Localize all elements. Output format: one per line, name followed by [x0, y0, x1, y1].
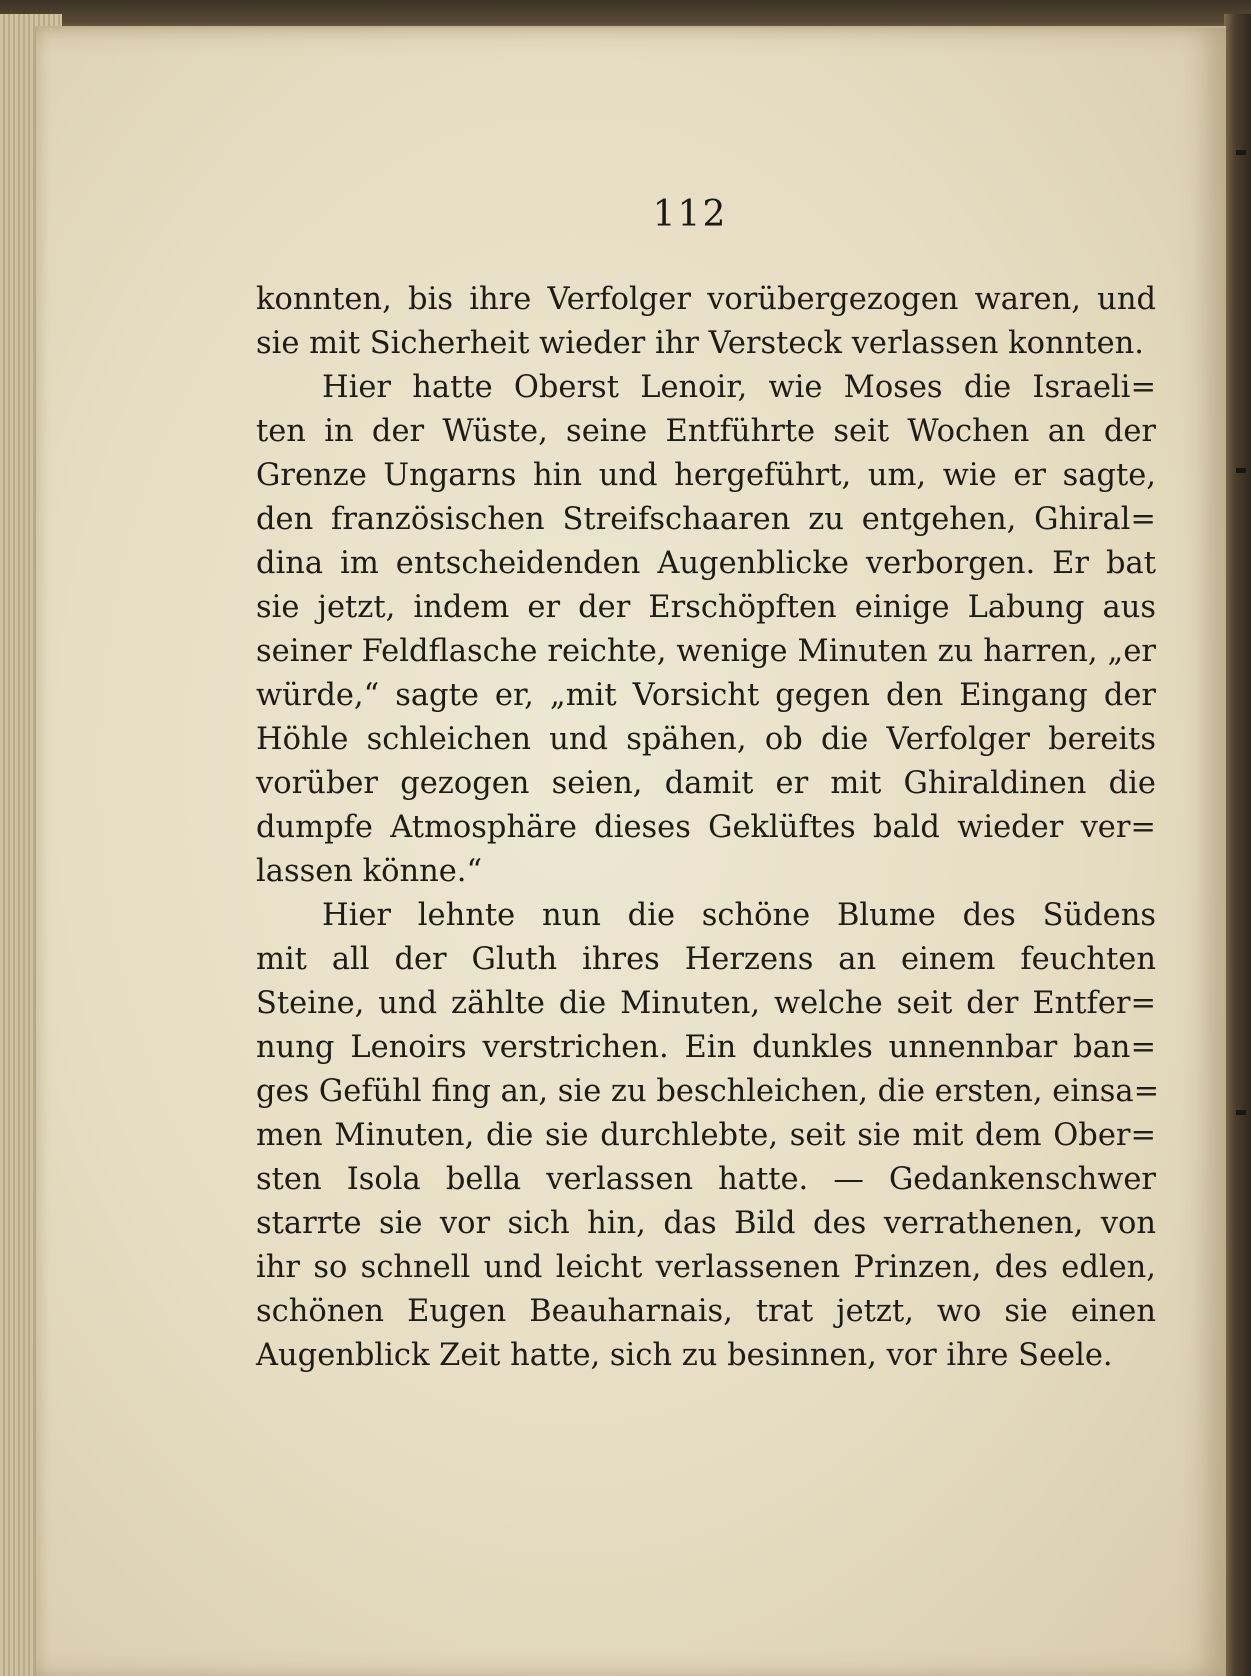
text-line: seiner Feldflasche reichte, wenige Minuten zu harren, „er [256, 634, 1156, 669]
text-line: Hier hatte Oberst Lenoir, wie Moses die Israeli= [322, 370, 1156, 405]
text-line: Steine, und zählte die Minuten, welche seit der Entfer= [256, 986, 1156, 1021]
text-line: Grenze Ungarns hin und hergeführt, um, wie er sagte, [256, 458, 1156, 493]
text-line: schönen Eugen Beauharnais, trat jetzt, wo sie einen [256, 1294, 1156, 1329]
text-line: ten in der Wüste, seine Entführte seit Wochen an der [256, 414, 1156, 449]
text-line: den französischen Streifschaaren zu entgehen, Ghiral= [256, 502, 1156, 537]
edge-mark [1236, 468, 1246, 473]
text-line: dina im entscheidenden Augenblicke verborgen. Er bat [256, 546, 1156, 581]
text-line: lassen könne.“ [256, 854, 483, 889]
text-line: dumpfe Atmosphäre dieses Geklüftes bald wieder ver= [256, 810, 1156, 845]
text-line: Augenblick Zeit hatte, sich zu besinnen, vor ihre Seele. [256, 1338, 1113, 1373]
edge-mark [1236, 150, 1246, 155]
text-line: starrte sie vor sich hin, das Bild des verrathenen, von [256, 1206, 1156, 1241]
text-line: konnten, bis ihre Verfolger vorübergezogen waren, und [256, 282, 1156, 317]
text-line: men Minuten, die sie durchlebte, seit sie mit dem Ober= [256, 1118, 1156, 1153]
edge-mark [1236, 1110, 1246, 1115]
text-line: mit all der Gluth ihres Herzens an einem feuchten [256, 942, 1156, 977]
text-line: Höhle schleichen und spähen, ob die Verfolger bereits [256, 722, 1156, 757]
text-line: Hier lehnte nun die schöne Blume des Südens [322, 898, 1156, 933]
text-line: ihr so schnell und leicht verlassenen Prinzen, des edlen, [256, 1250, 1156, 1285]
text-line: nung Lenoirs verstrichen. Ein dunkles unnennbar ban= [256, 1030, 1156, 1065]
text-line: vorüber gezogen seien, damit er mit Ghiraldinen die [256, 766, 1156, 801]
page-number: 112 [652, 194, 728, 235]
book-spine-edge [1224, 14, 1251, 1676]
text-line: ges Gefühl fing an, sie zu beschleichen, die ersten, einsa= [256, 1074, 1160, 1109]
text-line: sten Isola bella verlassen hatte. — Gedankenschwer [256, 1162, 1156, 1197]
text-line: sie mit Sicherheit wieder ihr Versteck verlassen konnten. [256, 326, 1144, 361]
text-line: sie jetzt, indem er der Erschöpften einige Labung aus [256, 590, 1156, 625]
text-line: würde,“ sagte er, „mit Vorsicht gegen den Eingang der [256, 678, 1156, 713]
body-text [256, 278, 1160, 1378]
